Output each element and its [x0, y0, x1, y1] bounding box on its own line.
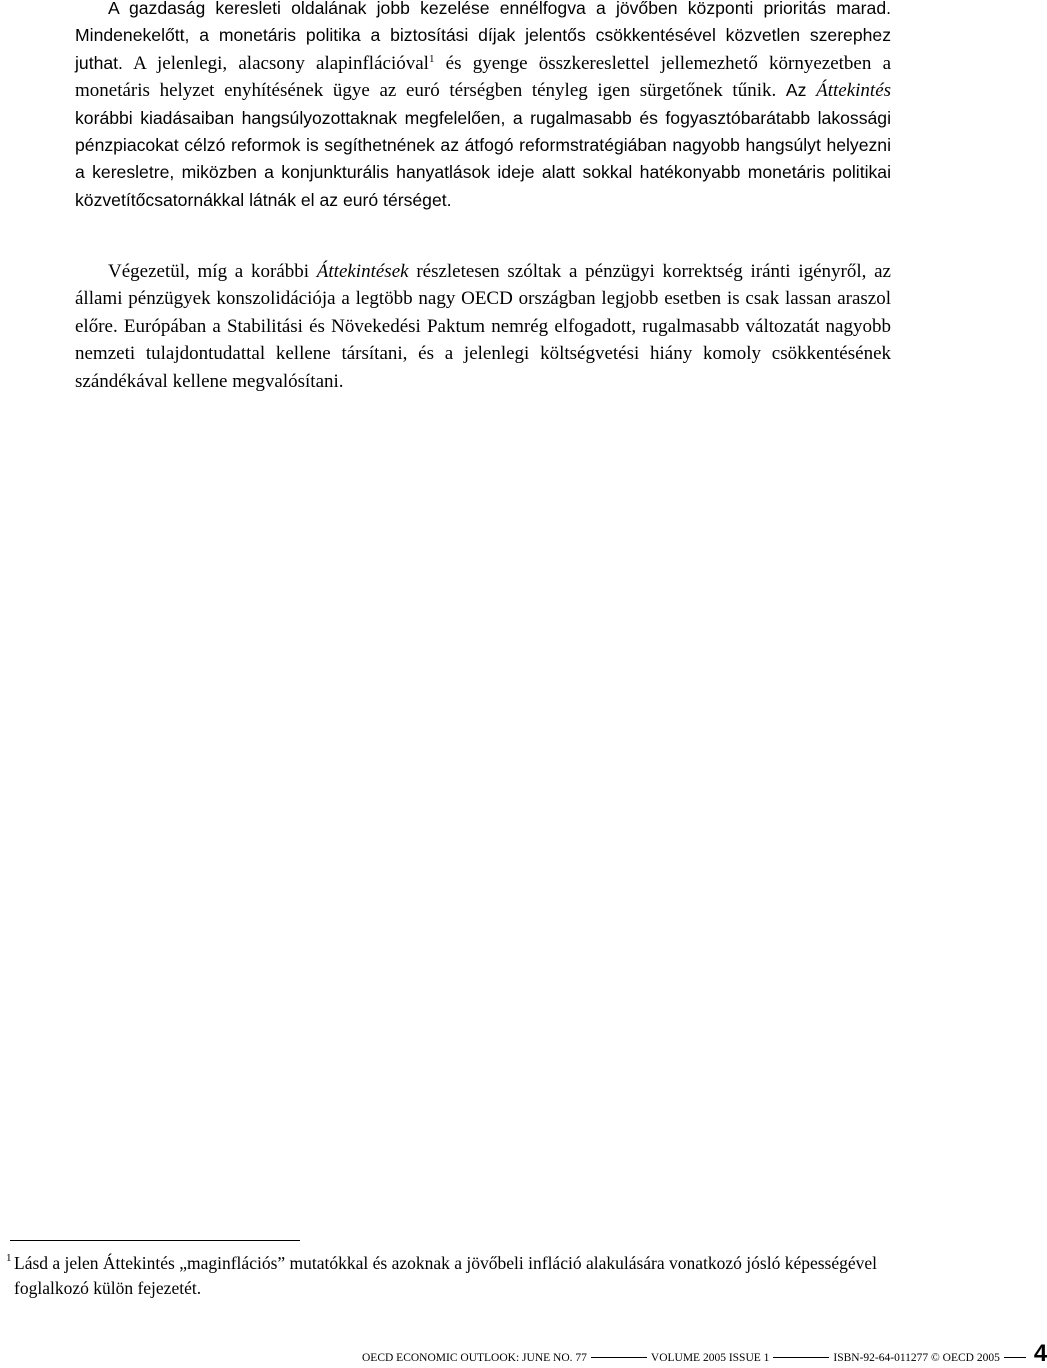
- paragraph-2-rest: részletesen szóltak a pénzügyi korrektség iránti igényről, az állami pénzügyek konszolidációja a legtöbb nagy OECD országban legjobb esetben is csak lassan araszol előre. Európában a Stabilitási és Növekedési Paktum nemrég elfogadott, rugalmasabb változatát nagyobb nemzeti tulajdontudattal kellene társítani, és a jelenlegi költségvetési hiány komoly csökkentésének szándékával kellene megvalósítani.: [75, 261, 891, 392]
- footer-rule-2: [773, 1357, 829, 1358]
- footnote: [6, 1251, 919, 1301]
- footer-publication: OECD ECONOMIC OUTLOOK: JUNE NO. 77: [362, 1352, 587, 1364]
- footnote-mark: 1: [6, 1252, 12, 1264]
- paragraph-1-sentence-2a: A jelenlegi, alacsony alapinflációval: [133, 52, 429, 74]
- footnote-reference[interactable]: 1: [428, 52, 435, 65]
- paragraph-1-sentence-3a: Az: [785, 80, 807, 101]
- paragraph-2-emphasis: Áttekintések: [316, 261, 409, 282]
- footnote-text: Lásd a jelen Áttekintés „maginflációs” mutatókkal és azoknak a jövőbeli infláció alakulására vonatkozó jósló képességével foglalkozó külön fejezetét.: [14, 1253, 878, 1298]
- footer-rule-1: [591, 1357, 647, 1358]
- body-paragraph-2: [75, 258, 891, 395]
- paragraph-2-start: Végezetül, míg a korábbi: [108, 261, 310, 282]
- paragraph-1-sentence-2b: és gyenge összkereslettel jellemezhető környezetben a monetáris helyzet enyhítésének ügye az euró térségben tényleg igen sürgetőnek tűnik.: [75, 52, 892, 102]
- paragraph-1-emphasis: Áttekintés: [816, 80, 892, 102]
- body-paragraph-1: [75, 0, 891, 214]
- footer-isbn: ISBN-92-64-011277 © OECD 2005: [833, 1352, 1000, 1364]
- paragraph-1-sentence-3b: korábbi kiadásaiban hangsúlyozottaknak megfelelően, a rugalmasabb és fogyasztóbarátabb lakossági pénzpiacokat célzó reformok is segíthetnének az átfogó reformstratégiában nagyobb hangsúlyt helyezni a keresletre, miközben a konjunkturális hanyatlások ideje alatt sokkal hatékonyabb monetáris politikai közvetítőcsatornákkal látnák el az euró térséget.: [75, 107, 891, 210]
- page-number: 4: [1033, 1340, 1047, 1367]
- footer-rule-3: [1004, 1357, 1026, 1358]
- paragraph-1-sentence-1: A gazdaság keresleti oldalának jobb kezelése ennélfogva a jövőben központi prioritás marad. Mindenekelőtt, a monetáris politika a biztosítási díjak jelentős csökkentésével közvetlen szerephez juthat.: [75, 0, 891, 73]
- page-footer: [362, 1340, 1047, 1368]
- footer-volume: VOLUME 2005 ISSUE 1: [650, 1352, 770, 1364]
- footnote-divider: [10, 1240, 300, 1241]
